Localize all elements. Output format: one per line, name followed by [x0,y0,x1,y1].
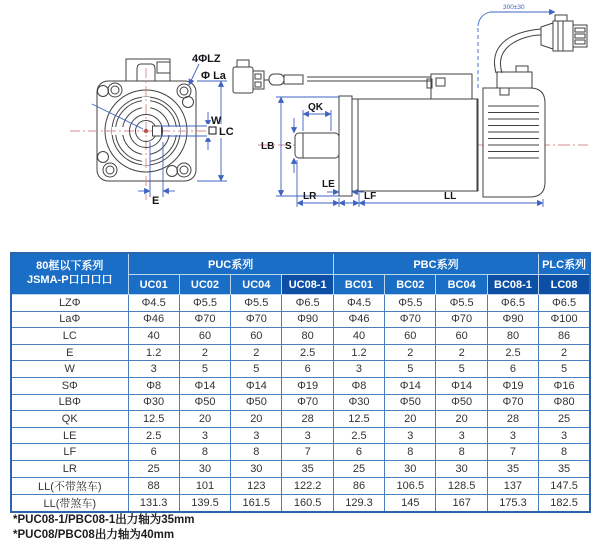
value-cell: 30 [179,460,230,477]
row-label: LZΦ [11,295,128,312]
footnote-2: *PUC08/PBC08出力轴为40mm [13,529,175,541]
value-cell: 161.5 [231,494,282,512]
value-cell: Φ6.5 [282,295,333,312]
model-header: BC02 [385,275,436,295]
value-cell: Φ19 [487,377,538,394]
value-cell: 2 [539,344,590,361]
value-cell: 3 [436,427,487,444]
value-cell: 3 [333,361,384,378]
value-cell: 5 [436,361,487,378]
value-cell: Φ70 [179,311,230,328]
value-cell: Φ8 [128,377,179,394]
value-cell: 6 [282,361,333,378]
footnotes [13,513,195,543]
value-cell: 5 [539,361,590,378]
row-label: LC [11,328,128,345]
value-cell: Φ4.5 [128,295,179,312]
table-row [11,494,590,512]
value-cell: 1.2 [128,344,179,361]
value-cell: 40 [333,328,384,345]
table-row [11,344,590,361]
value-cell: 106.5 [385,477,436,494]
value-cell: 86 [539,328,590,345]
label-s: S [285,141,292,152]
corner-header: 80框以下系列 JSMA-P口口口口 [11,253,128,295]
value-cell: Φ4.5 [333,295,384,312]
table-row [11,427,590,444]
value-cell: Φ5.5 [436,295,487,312]
value-cell: 80 [487,328,538,345]
series-header: PLC系列 [539,253,590,275]
value-cell: Φ5.5 [179,295,230,312]
table-row [11,377,590,394]
row-label: LaΦ [11,311,128,328]
value-cell: 1.2 [333,344,384,361]
value-cell: Φ14 [385,377,436,394]
value-cell: 3 [128,361,179,378]
value-cell: Φ100 [539,311,590,328]
dimension-diagram [0,0,600,248]
value-cell: Φ70 [385,311,436,328]
value-cell: 137 [487,477,538,494]
value-cell: 25 [128,460,179,477]
value-cell: 3 [231,427,282,444]
value-cell: Φ46 [128,311,179,328]
row-label: SΦ [11,377,128,394]
spec-table-head [11,253,590,295]
side-view [233,4,588,207]
table-row [11,328,590,345]
value-cell: 129.3 [333,494,384,512]
power-connector [495,15,587,73]
value-cell: Φ5.5 [231,295,282,312]
model-header: UC02 [179,275,230,295]
value-cell: Φ19 [282,377,333,394]
front-view [70,53,235,207]
row-label: LL(不带煞车) [11,477,128,494]
label-lf: LF [364,191,377,202]
table-row [11,477,590,494]
table-row [11,361,590,378]
value-cell: 7 [282,444,333,461]
value-cell: 20 [179,411,230,428]
value-cell: Φ90 [282,311,333,328]
value-cell: 6 [487,361,538,378]
value-cell: 3 [179,427,230,444]
value-cell: 122.2 [282,477,333,494]
value-cell: 101 [179,477,230,494]
value-cell: Φ30 [333,394,384,411]
value-cell: 5 [385,361,436,378]
label-lr: LR [303,191,317,202]
table-row [11,444,590,461]
value-cell: Φ50 [179,394,230,411]
value-cell: Φ6.5 [539,295,590,312]
value-cell: 175.3 [487,494,538,512]
value-cell: 182.5 [539,494,590,512]
value-cell: 2 [436,344,487,361]
value-cell: 2.5 [128,427,179,444]
value-cell: Φ50 [436,394,487,411]
value-cell: 2 [385,344,436,361]
value-cell: 8 [539,444,590,461]
row-label: W [11,361,128,378]
value-cell: 3 [487,427,538,444]
table-row [11,460,590,477]
row-label: LR [11,460,128,477]
table-row [11,311,590,328]
label-lz: 4ΦLZ [192,53,221,65]
value-cell: 60 [385,328,436,345]
table-row [11,411,590,428]
value-cell: 139.5 [179,494,230,512]
value-cell: 3 [539,427,590,444]
shaft-center-dot [144,129,148,133]
value-cell: 35 [282,460,333,477]
table-row [11,295,590,312]
value-cell: Φ14 [436,377,487,394]
value-cell: 80 [282,328,333,345]
value-cell: Φ70 [231,311,282,328]
value-cell: 2 [231,344,282,361]
value-cell: Φ90 [487,311,538,328]
value-cell: Φ70 [282,394,333,411]
model-header: UC04 [231,275,282,295]
value-cell: 30 [231,460,282,477]
model-header: LC08 [539,275,590,295]
value-cell: Φ50 [385,394,436,411]
front-centerlines [70,68,224,200]
value-cell: 40 [128,328,179,345]
value-cell: 131.3 [128,494,179,512]
value-cell: 2.5 [333,427,384,444]
encoder-connector [233,60,303,93]
footnote-1: *PUC08-1/PBC08-1出力轴为35mm [13,514,195,526]
value-cell: Φ46 [333,311,384,328]
label-ll: LL [444,191,457,202]
model-header: BC04 [436,275,487,295]
value-cell: Φ50 [231,394,282,411]
value-cell: 7 [487,444,538,461]
value-cell: Φ14 [179,377,230,394]
spec-table-body [11,295,590,512]
series-header: PBC系列 [333,253,538,275]
value-cell: 128.5 [436,477,487,494]
row-label: LL(带煞车) [11,494,128,512]
value-cell: Φ70 [436,311,487,328]
value-cell: 28 [282,411,333,428]
row-label: E [11,344,128,361]
value-cell: 60 [231,328,282,345]
value-cell: 20 [231,411,282,428]
spec-table [10,252,591,513]
value-cell: 6 [333,444,384,461]
value-cell: 60 [179,328,230,345]
label-e: E [152,195,160,207]
model-header: BC01 [333,275,384,295]
value-cell: 30 [385,460,436,477]
value-cell: 20 [385,411,436,428]
value-cell: 35 [539,460,590,477]
value-cell: 2.5 [487,344,538,361]
value-cell: 12.5 [333,411,384,428]
value-cell: 25 [333,460,384,477]
value-cell: 8 [231,444,282,461]
value-cell: 3 [385,427,436,444]
value-cell: 167 [436,494,487,512]
row-label: LE [11,427,128,444]
value-cell: Φ5.5 [385,295,436,312]
label-cable-length: 300±30 [503,4,525,11]
label-le: LE [322,179,335,190]
value-cell: 20 [436,411,487,428]
value-cell: 25 [539,411,590,428]
value-cell: Φ16 [539,377,590,394]
label-lc: LC [219,126,234,138]
row-label: LF [11,444,128,461]
value-cell: 28 [487,411,538,428]
value-cell: Φ6.5 [487,295,538,312]
value-cell: 86 [333,477,384,494]
value-cell: 35 [487,460,538,477]
value-cell: 145 [385,494,436,512]
value-cell: 147.5 [539,477,590,494]
value-cell: 8 [436,444,487,461]
model-header: UC08-1 [282,275,333,295]
label-la: Φ La [201,70,226,82]
table-row [11,394,590,411]
value-cell: 3 [282,427,333,444]
value-cell: 2 [179,344,230,361]
value-cell: Φ70 [487,394,538,411]
value-cell: 123 [231,477,282,494]
value-cell: 88 [128,477,179,494]
value-cell: 5 [179,361,230,378]
label-w: W [211,115,222,127]
value-cell: 2.5 [282,344,333,361]
value-cell: 6 [128,444,179,461]
value-cell: 5 [231,361,282,378]
value-cell: Φ30 [128,394,179,411]
label-lb: LB [261,141,275,152]
value-cell: 30 [436,460,487,477]
value-cell: 60 [436,328,487,345]
value-cell: Φ80 [539,394,590,411]
value-cell: 160.5 [282,494,333,512]
model-header: BC08-1 [487,275,538,295]
value-cell: Φ14 [231,377,282,394]
series-header: PUC系列 [128,253,333,275]
value-cell: Φ8 [333,377,384,394]
value-cell: 8 [385,444,436,461]
row-label: LBΦ [11,394,128,411]
row-label: QK [11,411,128,428]
value-cell: 8 [179,444,230,461]
value-cell: 12.5 [128,411,179,428]
model-header: UC01 [128,275,179,295]
label-qk: QK [308,102,323,113]
